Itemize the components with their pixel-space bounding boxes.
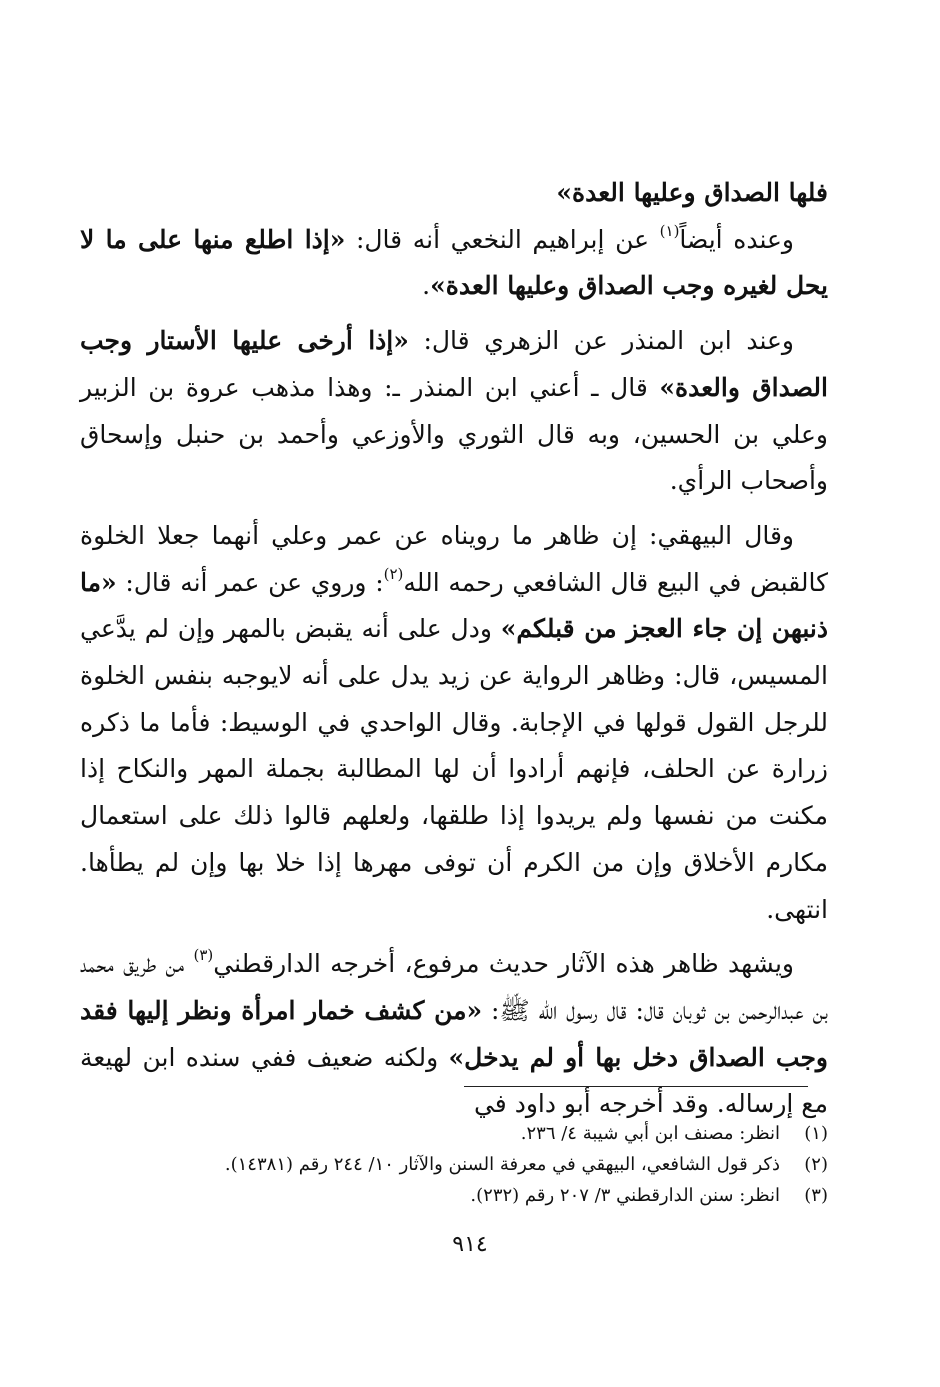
footnote-number: (١)	[804, 1123, 828, 1144]
footnote-reference: (٣)	[193, 946, 214, 965]
footnote-reference: (٢)	[383, 564, 404, 583]
quoted-text: «من كشف خمار امرأة ونظر إليها فقد وجب الصداق دخل بها أو لم يدخل»	[80, 995, 828, 1072]
text-run: من طريق محمد بن عبدالرحمن بن ثوبان قال: قال رسول الله ﷺ:	[80, 949, 828, 1025]
text-run: ودل على أنه يقبض بالمهر وإن لم يدَّعي المسيس، قال: وظاهر الرواية عن زيد يدل على أنه لايوجبه بنفس الخلوة للرجل القول قولها في الإجابة. وقال الواحدي في الوسيط: فأما ما ذكره زرارة عن الحلف، فإنهم أرادوا أن لها المطالبة بجملة المهر والنكاح إذا مكنت من نفسها ولم يريدوا إذا طلقها، ولعلهم قالوا ذلك على استعمال مكارم الأخلاق وإن من الكرم أن توفى مهرها إذا خلا بها وإن لم يطأها. انتهى.	[80, 614, 828, 924]
paragraph	[80, 217, 828, 310]
text-run: عن إبراهيم النخعي أنه قال:	[345, 224, 660, 254]
footnote	[80, 1118, 828, 1149]
quoted-text: «إذا اطلع منها على ما لا يحل لغيره وجب الصداق وعليها العدة»	[80, 224, 828, 301]
footnote-text: ذكر قول الشافعي، البيهقي في معرفة السنن والآثار ١٠/ ٢٤٤ رقم (١٤٣٨١).	[224, 1154, 780, 1175]
quoted-text: فلها الصداق وعليها العدة»	[556, 178, 828, 207]
footnote-number: (٢)	[804, 1154, 828, 1175]
text-run: ولكنه ضعيف ففي سنده ابن لهيعة مع إرساله. وقد أخرجه أبو داود في	[80, 1042, 828, 1119]
text-run: وقال البيهقي: إن ظاهر ما رويناه عن عمر وعلي أنهما جعلا الخلوة كالقبض في البيع قال الشافعي رحمه الله	[80, 520, 828, 597]
quoted-text: «ما ذنبهن إن جاء العجز من قبلكم»	[80, 567, 828, 644]
paragraph	[80, 170, 828, 217]
footnote-text: انظر: مصنف ابن أبي شيبة ٤/ ٢٣٦.	[520, 1123, 780, 1144]
text-run: .	[422, 271, 431, 301]
text-run: وعنده أيضاً	[679, 224, 794, 254]
text-run: وعند ابن المنذر عن الزهري قال:	[408, 326, 794, 356]
main-text-body	[80, 170, 828, 1136]
footnote-separator	[464, 1086, 808, 1087]
footnote-number: (٣)	[804, 1185, 828, 1206]
text-run: : وروي عن عمر أنه قال:	[116, 567, 384, 597]
text-run: قال ـ أعني ابن المنذر ـ: وهذا مذهب عروة بن الزبير وعلي بن الحسين، وبه قال الثوري والأوزعي وأحمد بن حنبل وإسحاق وأصحاب الرأي.	[80, 372, 828, 496]
footnote	[80, 1149, 828, 1180]
text-run: ويشهد ظاهر هذه الآثار حديث مرفوع، أخرجه الدارقطني	[213, 949, 794, 979]
quoted-text: «إذا أرخى عليها الأستار وجب الصداق والعدة»	[80, 326, 828, 402]
footnote	[80, 1180, 828, 1211]
paragraph	[80, 941, 828, 1128]
page-number: ٩١٤	[452, 1232, 488, 1257]
footnotes-section	[80, 1118, 828, 1211]
paragraph	[80, 513, 828, 933]
footnote-reference: (١)	[659, 221, 680, 240]
footnote-text: انظر: سنن الدارقطني ٣/ ٢٠٧ رقم (٢٣٢).	[470, 1185, 780, 1206]
paragraph	[80, 318, 828, 505]
